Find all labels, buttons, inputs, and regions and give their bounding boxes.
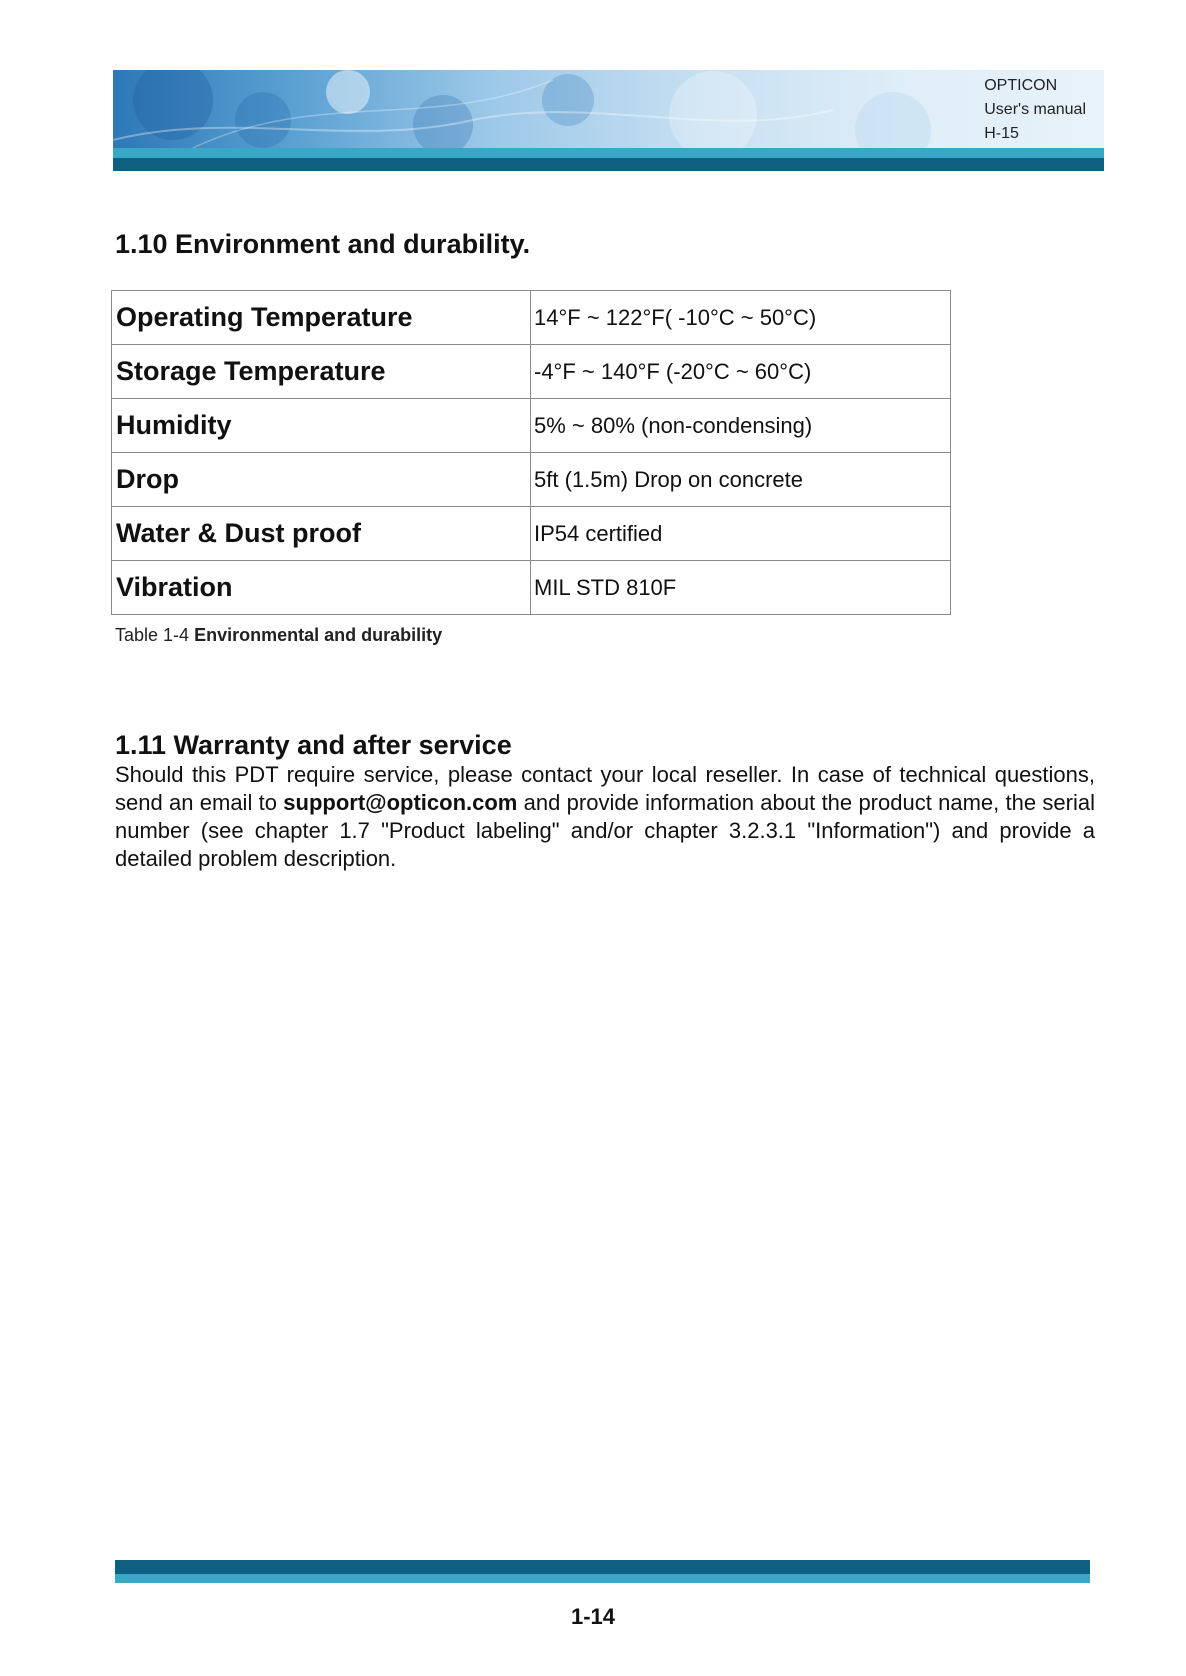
support-email: support@opticon.com — [283, 790, 518, 815]
section-title-environment: 1.10 Environment and durability. — [115, 229, 531, 259]
warranty-paragraph — [115, 761, 1095, 873]
spec-value: 5ft (1.5m) Drop on concrete — [531, 453, 951, 507]
spec-label: Humidity — [112, 399, 531, 453]
spec-value: -4°F ~ 140°F (-20°C ~ 60°C) — [531, 345, 951, 399]
caption-prefix: Table 1-4 — [115, 625, 195, 645]
banner-stripe-dark — [113, 158, 1104, 171]
table-row — [112, 561, 951, 615]
environment-table — [111, 290, 951, 615]
footer-stripe-dark — [115, 1560, 1090, 1574]
header-text — [984, 74, 1086, 146]
banner-decoration — [113, 70, 1104, 148]
banner-stripe-light — [113, 148, 1104, 158]
spec-label: Vibration — [112, 561, 531, 615]
warranty-text-2: and provide information about the product name, the serial number (see chapter 1.7 "Product labeling" and/or chapter 3.2.3.1 "Information") and provide a detailed problem description. — [115, 790, 1095, 871]
header-brand: OPTICON — [984, 77, 1058, 94]
header-model: H-15 — [984, 125, 1019, 142]
table-row — [112, 507, 951, 561]
page-number: 1-14 — [570, 1604, 616, 1629]
caption-title: Environmental and durability — [194, 625, 443, 645]
header-subtitle: User's manual — [984, 101, 1086, 118]
table-caption — [115, 625, 442, 646]
spec-value: MIL STD 810F — [531, 561, 951, 615]
table-row — [112, 291, 951, 345]
spec-value: 14°F ~ 122°F( -10°C ~ 50°C) — [531, 291, 951, 345]
spec-value: IP54 certified — [531, 507, 951, 561]
footer-stripe-light — [115, 1574, 1090, 1583]
spec-label: Operating Temperature — [112, 291, 531, 345]
spec-label: Water & Dust proof — [112, 507, 531, 561]
table-row — [112, 453, 951, 507]
header-banner — [113, 70, 1104, 171]
table-row — [112, 399, 951, 453]
spec-value: 5% ~ 80% (non-condensing) — [531, 399, 951, 453]
spec-label: Storage Temperature — [112, 345, 531, 399]
spec-label: Drop — [112, 453, 531, 507]
banner-artwork — [113, 70, 1104, 148]
section-title-warranty: 1.11 Warranty and after service — [115, 730, 512, 760]
warranty-text-1: Should this PDT require service, please contact your local reseller. In case of technical questions, send an email to — [115, 762, 1095, 815]
table-row — [112, 345, 951, 399]
